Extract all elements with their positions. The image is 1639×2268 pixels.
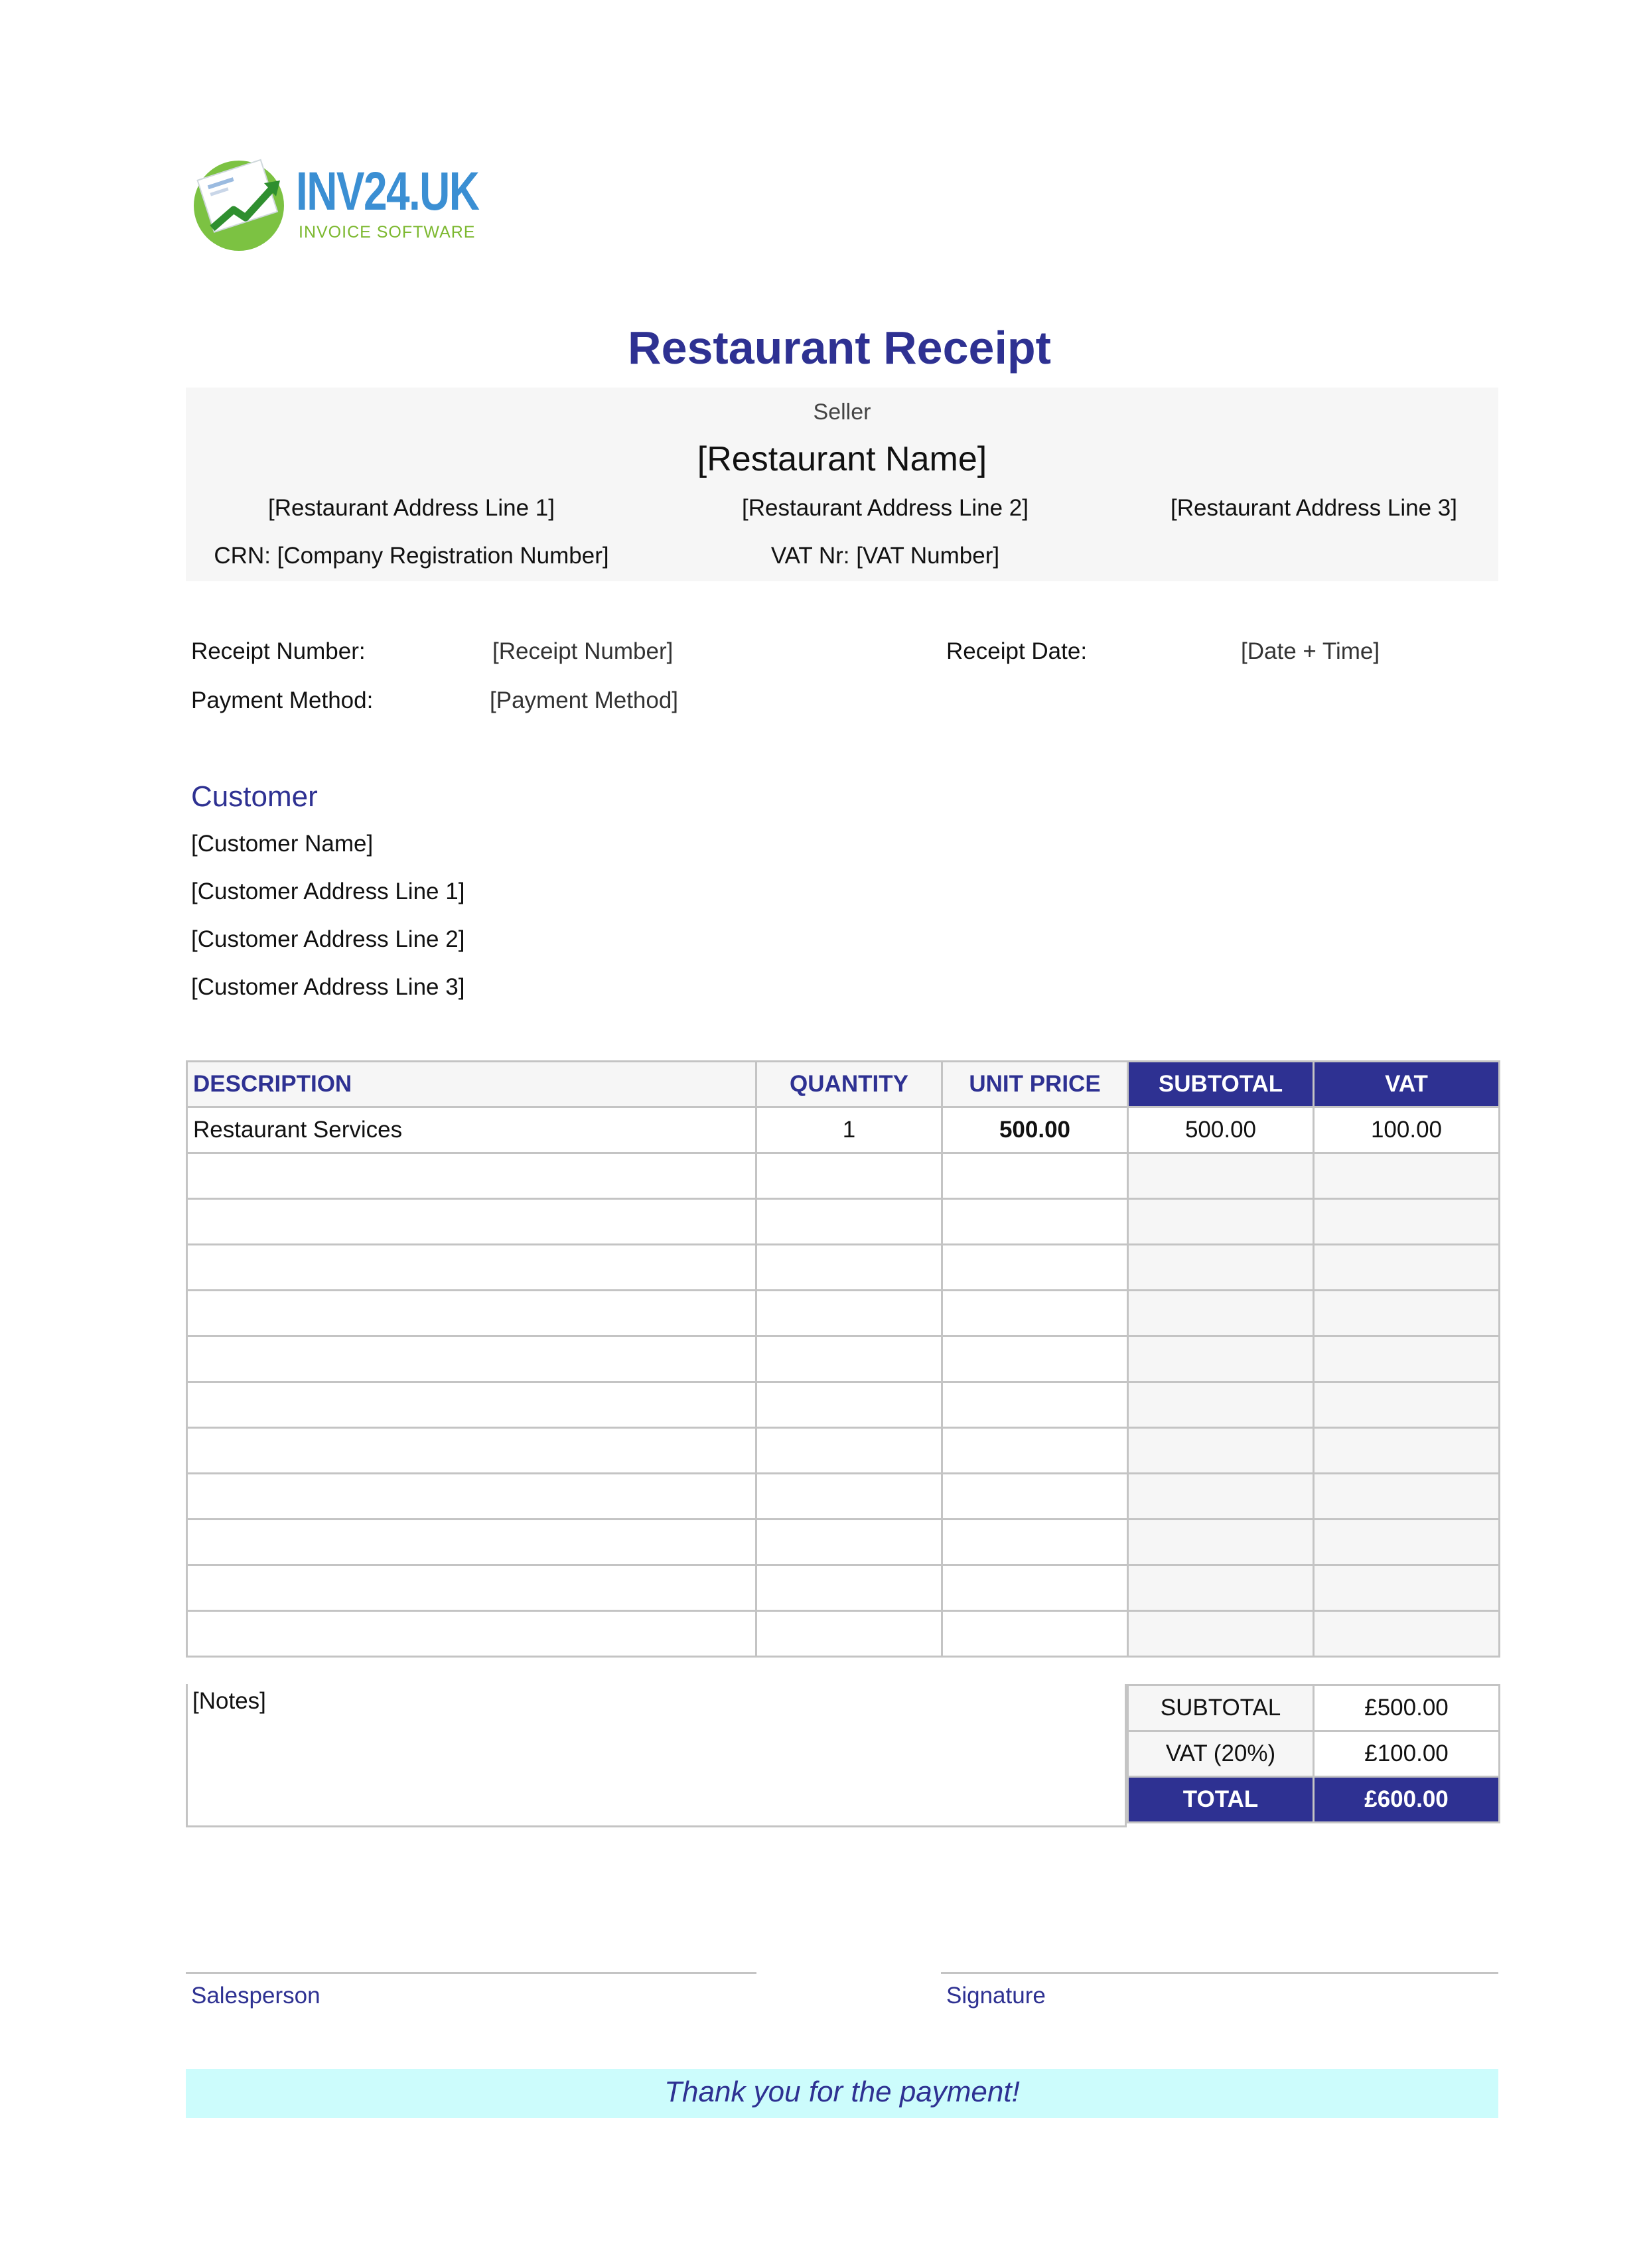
- total-row: [1128, 1777, 1500, 1823]
- seller-address-line-3: [Restaurant Address Line 3]: [1171, 495, 1457, 521]
- cell-quantity: [756, 1611, 942, 1657]
- cell-unit-price: [942, 1611, 1128, 1657]
- cell-unit-price: [942, 1520, 1128, 1565]
- cell-description: [187, 1428, 756, 1474]
- customer-address-line-3: [Customer Address Line 3]: [191, 974, 465, 1000]
- cell-subtotal: [1128, 1611, 1314, 1657]
- cell-quantity: [756, 1245, 942, 1291]
- cell-vat: [1314, 1611, 1500, 1657]
- vat-value: £100.00: [1314, 1731, 1500, 1777]
- cell-unit-price: [942, 1199, 1128, 1245]
- cell-vat: [1314, 1245, 1500, 1291]
- cell-unit-price: [942, 1245, 1128, 1291]
- cell-description: [187, 1382, 756, 1428]
- customer-name: [Customer Name]: [191, 831, 374, 857]
- payment-method-value: [Payment Method]: [490, 687, 679, 713]
- cell-subtotal: [1128, 1199, 1314, 1245]
- customer-address-line-1: [Customer Address Line 1]: [191, 879, 465, 904]
- payment-method-label: Payment Method:: [191, 687, 374, 713]
- vat-label: VAT (20%): [1128, 1731, 1314, 1777]
- cell-description: [187, 1611, 756, 1657]
- cell-description: Restaurant Services: [187, 1107, 756, 1153]
- signature-line: [941, 1972, 1498, 1974]
- cell-description: [187, 1291, 756, 1336]
- cell-quantity: [756, 1382, 942, 1428]
- cell-vat: [1314, 1428, 1500, 1474]
- thank-you-message: Thank you for the payment!: [664, 2076, 1020, 2108]
- seller-label: Seller: [813, 399, 871, 425]
- invoice-chart-logo-icon: [187, 154, 293, 253]
- cell-vat: [1314, 1520, 1500, 1565]
- cell-unit-price: [942, 1428, 1128, 1474]
- cell-quantity: [756, 1428, 942, 1474]
- column-header-vat: VAT: [1314, 1062, 1500, 1107]
- receipt-number-value: [Receipt Number]: [492, 638, 674, 664]
- cell-subtotal: [1128, 1428, 1314, 1474]
- cell-quantity: [756, 1336, 942, 1382]
- salesperson-signature-line: [186, 1972, 756, 1974]
- table-row: [187, 1565, 1500, 1611]
- notes-box: [186, 1684, 1127, 1827]
- seller-vat-number: VAT Nr: [VAT Number]: [770, 543, 1000, 569]
- column-header-unit-price: UNIT PRICE: [942, 1062, 1128, 1107]
- cell-vat: [1314, 1291, 1500, 1336]
- table-row: [187, 1336, 1500, 1382]
- cell-vat: [1314, 1565, 1500, 1611]
- cell-unit-price: [942, 1474, 1128, 1520]
- cell-description: [187, 1565, 756, 1611]
- notes-text: [Notes]: [192, 1688, 266, 1714]
- cell-subtotal: [1128, 1474, 1314, 1520]
- logo-wordmark: INV24.UK: [296, 161, 479, 222]
- receipt-number-label: Receipt Number:: [191, 638, 366, 664]
- cell-description: [187, 1336, 756, 1382]
- cell-subtotal: [1128, 1565, 1314, 1611]
- cell-vat: 100.00: [1314, 1107, 1500, 1153]
- receipt-date-label: Receipt Date:: [946, 638, 1088, 664]
- table-row: [187, 1382, 1500, 1428]
- items-header-row: [187, 1062, 1500, 1107]
- cell-quantity: [756, 1291, 942, 1336]
- salesperson-label: Salesperson: [191, 1983, 321, 2009]
- receipt-date-value: [Date + Time]: [1241, 638, 1380, 664]
- subtotal-row: [1128, 1685, 1500, 1731]
- cell-vat: [1314, 1382, 1500, 1428]
- cell-subtotal: [1128, 1520, 1314, 1565]
- vat-row: [1128, 1731, 1500, 1777]
- table-row: [187, 1291, 1500, 1336]
- column-header-description: DESCRIPTION: [187, 1062, 756, 1107]
- cell-subtotal: [1128, 1382, 1314, 1428]
- page-title: Restaurant Receipt: [628, 322, 1051, 374]
- cell-unit-price: [942, 1382, 1128, 1428]
- logo-tagline: INVOICE SOFTWARE: [299, 223, 476, 242]
- cell-subtotal: [1128, 1245, 1314, 1291]
- cell-quantity: [756, 1199, 942, 1245]
- table-row: [187, 1428, 1500, 1474]
- column-header-subtotal: SUBTOTAL: [1128, 1062, 1314, 1107]
- cell-description: [187, 1474, 756, 1520]
- subtotal-label: SUBTOTAL: [1128, 1685, 1314, 1731]
- seller-crn: CRN: [Company Registration Number]: [214, 543, 609, 569]
- cell-vat: [1314, 1153, 1500, 1199]
- cell-unit-price: [942, 1565, 1128, 1611]
- items-table: [186, 1060, 1500, 1658]
- seller-address-line-2: [Restaurant Address Line 2]: [742, 495, 1029, 521]
- cell-vat: [1314, 1336, 1500, 1382]
- cell-unit-price: [942, 1153, 1128, 1199]
- total-value: £600.00: [1314, 1777, 1500, 1823]
- table-row: [187, 1153, 1500, 1199]
- cell-quantity: [756, 1153, 942, 1199]
- cell-subtotal: [1128, 1153, 1314, 1199]
- cell-unit-price: [942, 1336, 1128, 1382]
- cell-quantity: 1: [756, 1107, 942, 1153]
- table-row: [187, 1107, 1500, 1153]
- cell-vat: [1314, 1474, 1500, 1520]
- table-row: [187, 1474, 1500, 1520]
- customer-heading: Customer: [191, 780, 318, 813]
- subtotal-value: £500.00: [1314, 1685, 1500, 1731]
- cell-vat: [1314, 1199, 1500, 1245]
- cell-unit-price: [942, 1291, 1128, 1336]
- table-row: [187, 1245, 1500, 1291]
- table-row: [187, 1520, 1500, 1565]
- cell-description: [187, 1245, 756, 1291]
- table-row: [187, 1611, 1500, 1657]
- table-row: [187, 1199, 1500, 1245]
- cell-description: [187, 1520, 756, 1565]
- cell-description: [187, 1153, 756, 1199]
- cell-subtotal: [1128, 1291, 1314, 1336]
- cell-description: [187, 1199, 756, 1245]
- seller-address-line-1: [Restaurant Address Line 1]: [268, 495, 555, 521]
- column-header-quantity: QUANTITY: [756, 1062, 942, 1107]
- cell-subtotal: 500.00: [1128, 1107, 1314, 1153]
- totals-table: [1127, 1684, 1500, 1823]
- total-label: TOTAL: [1128, 1777, 1314, 1823]
- customer-address-line-2: [Customer Address Line 2]: [191, 926, 465, 952]
- cell-subtotal: [1128, 1336, 1314, 1382]
- signature-label: Signature: [946, 1983, 1046, 2009]
- cell-unit-price: 500.00: [942, 1107, 1128, 1153]
- seller-name: [Restaurant Name]: [697, 440, 987, 478]
- cell-quantity: [756, 1474, 942, 1520]
- cell-quantity: [756, 1565, 942, 1611]
- cell-quantity: [756, 1520, 942, 1565]
